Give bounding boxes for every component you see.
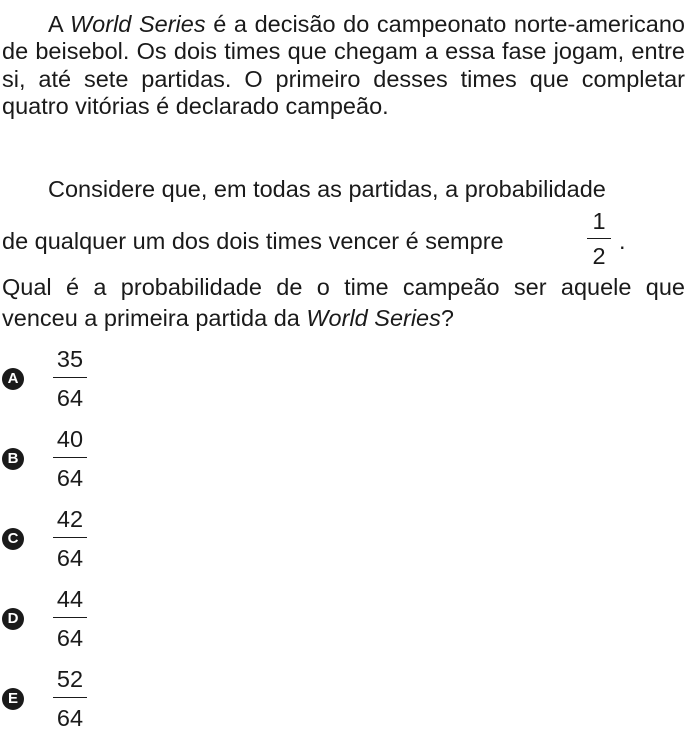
probability-statement-line2: de qualquer um dos dois times vencer é sempre — [2, 228, 504, 254]
option-a-numerator: 35 — [56, 346, 84, 372]
option-d-denominator: 64 — [56, 625, 84, 651]
prompt-text: Qual é a probabilidade de o time campeão ser aquele que venceu a primeira partida da — [2, 274, 685, 331]
option-a-letter-badge[interactable]: A — [2, 368, 24, 390]
world-series-term: World Series — [70, 11, 206, 37]
option-a-denominator: 64 — [56, 385, 84, 411]
option-c-denominator: 64 — [56, 545, 84, 571]
option-e-numerator: 52 — [56, 666, 84, 692]
option-b-fraction[interactable] — [50, 422, 90, 495]
option-d-fraction[interactable] — [50, 582, 90, 655]
option-d-numerator: 44 — [56, 586, 84, 612]
option-a-fraction-bar — [53, 377, 87, 378]
option-d[interactable] — [0, 582, 100, 652]
fraction-bar — [587, 238, 611, 239]
question-prompt — [2, 272, 685, 333]
option-b-numerator: 40 — [56, 426, 84, 452]
intro-text-start: A — [48, 11, 70, 37]
statement-period: . — [619, 228, 626, 254]
option-e[interactable] — [0, 662, 100, 732]
probability-numerator: 1 — [592, 208, 606, 234]
option-c-numerator: 42 — [56, 506, 84, 532]
option-e-fraction-bar — [53, 697, 87, 698]
option-c[interactable] — [0, 502, 100, 572]
option-e-letter-badge[interactable]: E — [2, 688, 24, 710]
option-b-fraction-bar — [53, 457, 87, 458]
intro-text-rest: é a decisão do campeonato norte-americano de beisebol. Os dois times que chegam a essa fase jogam, entre si, até sete partidas. O primeiro desses times que completar quatro vitórias é declarado campeão. — [2, 11, 685, 120]
option-c-fraction[interactable] — [50, 502, 90, 575]
option-d-fraction-bar — [53, 617, 87, 618]
option-e-denominator: 64 — [56, 705, 84, 731]
option-b[interactable] — [0, 422, 100, 492]
option-c-letter-badge[interactable]: C — [2, 528, 24, 550]
world-series-term-2: World Series — [306, 304, 441, 331]
option-d-letter-badge[interactable]: D — [2, 608, 24, 630]
option-e-fraction[interactable] — [50, 662, 90, 735]
probability-denominator: 2 — [592, 243, 606, 269]
option-c-fraction-bar — [53, 537, 87, 538]
prompt-question-mark: ? — [440, 304, 454, 331]
option-b-letter-badge[interactable]: B — [2, 448, 24, 470]
probability-fraction — [585, 206, 613, 271]
question-intro-paragraph — [2, 11, 685, 121]
probability-statement-line1: Considere que, em todas as partidas, a probabilidade — [48, 176, 606, 202]
option-b-denominator: 64 — [56, 465, 84, 491]
option-a[interactable] — [0, 342, 100, 412]
option-a-fraction[interactable] — [50, 342, 90, 415]
